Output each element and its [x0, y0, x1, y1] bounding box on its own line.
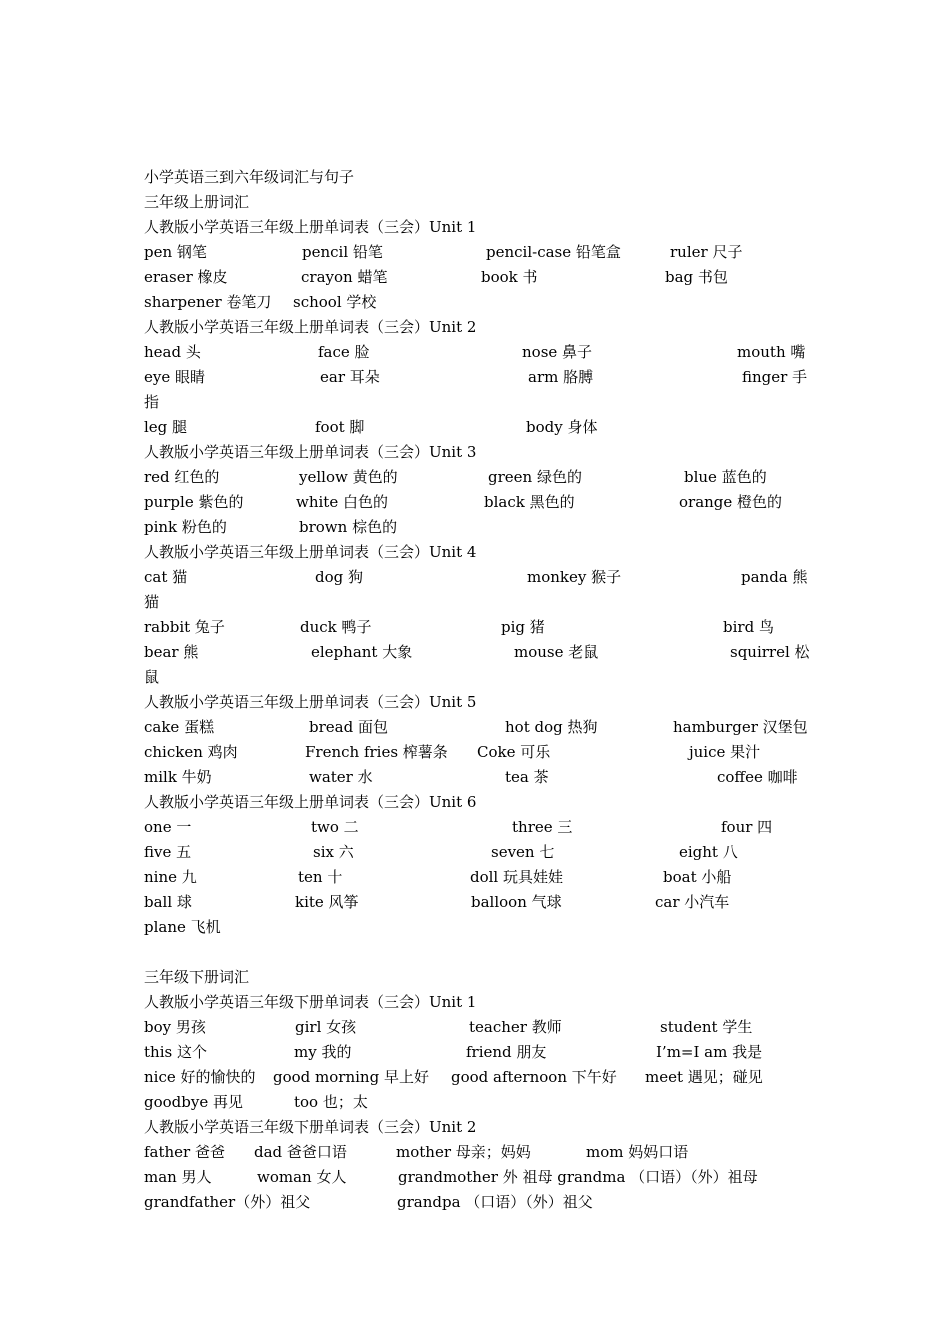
vocab-row: [0, 1090, 950, 1115]
vocab-entry: pig 猪: [501, 618, 545, 636]
vocab-entry: dad 爸爸口语: [254, 1143, 347, 1161]
vocab-entry: eye 眼睛: [144, 368, 205, 386]
vocab-entry: bread 面包: [309, 718, 388, 736]
vocab-entry: green 绿色的: [488, 468, 582, 486]
vocab-entry: three 三: [512, 818, 573, 836]
vocab-row: [0, 565, 950, 590]
vocab-row: [0, 365, 950, 390]
vocab-entry: good afternoon 下午好: [451, 1068, 617, 1086]
vocab-entry: five 五: [144, 843, 192, 861]
vocab-row: [0, 765, 950, 790]
vocab-entry: eight 八: [679, 843, 738, 861]
vocab-entry: ball 球: [144, 893, 192, 911]
unit-heading: 人教版小学英语三年级上册单词表（三会）Unit 3: [144, 443, 477, 461]
vocab-entry: head 头: [144, 343, 201, 361]
vocab-entry: tea 茶: [505, 768, 549, 786]
vocab-entry: teacher 教师: [469, 1018, 562, 1036]
vocab-row: [0, 715, 950, 740]
vocab-row: [0, 890, 950, 915]
vocab-entry: four 四: [721, 818, 773, 836]
vocab-row: [0, 390, 950, 415]
vocab-entry: panda 熊: [741, 568, 808, 586]
vocab-row: [0, 265, 950, 290]
vocab-row: [0, 1165, 950, 1190]
vocab-entry: pencil 铅笔: [302, 243, 383, 261]
vocab-entry: bag 书包: [665, 268, 728, 286]
vocab-entry: ten 十: [298, 868, 343, 886]
vocab-entry: mom 妈妈口语: [586, 1143, 689, 1161]
vocab-entry: woman 女人: [257, 1168, 347, 1186]
vocab-row: [0, 1015, 950, 1040]
vocab-row: [0, 515, 950, 540]
vocab-entry: brown 棕色的: [299, 518, 398, 536]
vocab-entry: purple 紫色的: [144, 493, 244, 511]
vocab-entry: I’m=I am 我是: [656, 1043, 763, 1061]
document-title: 小学英语三到六年级词汇与句子: [144, 168, 355, 186]
vocab-entry: squirrel 松: [730, 643, 810, 661]
unit-heading: 人教版小学英语三年级上册单词表（三会）Unit 1: [144, 218, 477, 236]
vocab-entry: French fries 榨薯条: [305, 743, 448, 761]
vocab-entry: nose 鼻子: [522, 343, 593, 361]
vocab-entry: coffee 咖啡: [717, 768, 798, 786]
vocab-row: [0, 465, 950, 490]
vocab-entry: monkey 猴子: [527, 568, 622, 586]
vocab-row: [0, 1140, 950, 1165]
vocab-entry: mouse 老鼠: [514, 643, 599, 661]
vocab-entry: nine 九: [144, 868, 197, 886]
vocab-row: [0, 815, 950, 840]
vocab-entry: orange 橙色的: [679, 493, 783, 511]
vocab-entry: seven 七: [491, 843, 555, 861]
vocab-entry: grandpa （口语）（外）祖父: [397, 1193, 593, 1211]
vocab-row: [0, 1040, 950, 1065]
vocab-entry: red 红色的: [144, 468, 220, 486]
vocab-entry: two 二: [311, 818, 359, 836]
vocab-entry: rabbit 兔子: [144, 618, 225, 636]
vocab-entry: yellow 黄色的: [299, 468, 398, 486]
vocab-entry: finger 手: [742, 368, 808, 386]
vocab-entry: grandmother 外 祖母 grandma （口语）（外）祖母: [398, 1168, 758, 1186]
vocab-entry: duck 鸭子: [300, 618, 372, 636]
vocab-row: [0, 665, 950, 690]
vocab-entry: friend 朋友: [466, 1043, 547, 1061]
vocab-entry: ear 耳朵: [320, 368, 380, 386]
section-heading-grade3-upper: 三年级上册词汇: [144, 193, 250, 211]
vocab-entry: mother 母亲；妈妈: [396, 1143, 531, 1161]
vocab-row: [0, 740, 950, 765]
vocab-entry: this 这个: [144, 1043, 207, 1061]
vocab-entry: mouth 嘴: [737, 343, 806, 361]
vocab-entry: pencil-case 铅笔盒: [486, 243, 621, 261]
vocab-entry: arm 胳膊: [528, 368, 594, 386]
vocab-entry: boy 男孩: [144, 1018, 206, 1036]
vocab-row: [0, 490, 950, 515]
vocab-entry: nice 好的愉快的: [144, 1068, 256, 1086]
vocab-entry: pink 粉色的: [144, 518, 227, 536]
vocab-entry: six 六: [313, 843, 354, 861]
vocab-row: [0, 1065, 950, 1090]
vocab-row: [0, 865, 950, 890]
vocab-entry: cake 蛋糕: [144, 718, 215, 736]
vocab-row: [0, 840, 950, 865]
vocab-entry: doll 玩具娃娃: [470, 868, 563, 886]
vocab-entry: bird 鸟: [723, 618, 774, 636]
vocab-row: [0, 340, 950, 365]
vocab-row: [0, 915, 950, 940]
vocab-entry: ruler 尺子: [670, 243, 743, 261]
vocab-entry: 猫: [144, 593, 160, 611]
vocab-entry: man 男人: [144, 1168, 212, 1186]
unit-heading: 人教版小学英语三年级上册单词表（三会）Unit 4: [144, 543, 477, 561]
vocab-entry: student 学生: [660, 1018, 753, 1036]
vocab-entry: 指: [144, 393, 160, 411]
unit-heading: 人教版小学英语三年级上册单词表（三会）Unit 2: [144, 318, 477, 336]
vocab-row: [0, 615, 950, 640]
unit-heading: 人教版小学英语三年级下册单词表（三会）Unit 1: [144, 993, 477, 1011]
vocab-row: [0, 290, 950, 315]
vocab-entry: cat 猫: [144, 568, 188, 586]
vocab-entry: bear 熊: [144, 643, 199, 661]
vocab-entry: elephant 大象: [311, 643, 413, 661]
vocab-entry: face 脸: [318, 343, 370, 361]
vocab-entry: kite 风筝: [295, 893, 359, 911]
vocab-entry: father 爸爸: [144, 1143, 225, 1161]
vocab-entry: car 小汽车: [655, 893, 730, 911]
vocab-entry: book 书: [481, 268, 538, 286]
vocab-entry: my 我的: [294, 1043, 352, 1061]
vocab-entry: meet 遇见；碰见: [645, 1068, 763, 1086]
vocab-entry: juice 果汁: [689, 743, 761, 761]
vocab-entry: hot dog 热狗: [505, 718, 598, 736]
vocab-row: [0, 590, 950, 615]
vocab-entry: leg 腿: [144, 418, 188, 436]
vocab-entry: crayon 蜡笔: [301, 268, 388, 286]
vocab-entry: milk 牛奶: [144, 768, 212, 786]
vocab-entry: too 也；太: [294, 1093, 368, 1111]
vocab-entry: good morning 早上好: [273, 1068, 429, 1086]
vocab-row: [0, 1190, 950, 1215]
vocab-entry: dog 狗: [315, 568, 364, 586]
vocab-entry: 鼠: [144, 668, 160, 686]
vocab-entry: body 身体: [526, 418, 598, 436]
vocab-row: [0, 640, 950, 665]
vocab-entry: water 水: [309, 768, 373, 786]
vocab-entry: one 一: [144, 818, 192, 836]
vocab-entry: blue 蓝色的: [684, 468, 767, 486]
vocab-entry: sharpener 卷笔刀: [144, 293, 272, 311]
vocab-entry: goodbye 再见: [144, 1093, 243, 1111]
vocab-entry: boat 小船: [663, 868, 732, 886]
section-heading-grade3-lower: 三年级下册词汇: [144, 968, 250, 986]
vocab-entry: school 学校: [293, 293, 377, 311]
vocab-entry: chicken 鸡肉: [144, 743, 238, 761]
unit-heading: 人教版小学英语三年级上册单词表（三会）Unit 5: [144, 693, 477, 711]
vocab-entry: eraser 橡皮: [144, 268, 228, 286]
vocab-row: [0, 415, 950, 440]
unit-heading: 人教版小学英语三年级上册单词表（三会）Unit 6: [144, 793, 477, 811]
vocab-entry: white 白色的: [296, 493, 388, 511]
vocab-row: [0, 240, 950, 265]
vocab-entry: Coke 可乐: [477, 743, 551, 761]
vocab-entry: hamburger 汉堡包: [673, 718, 808, 736]
vocab-entry: plane 飞机: [144, 918, 221, 936]
vocab-entry: black 黑色的: [484, 493, 575, 511]
vocab-entry: grandfather（外）祖父: [144, 1193, 311, 1211]
unit-heading: 人教版小学英语三年级下册单词表（三会）Unit 2: [144, 1118, 477, 1136]
vocab-entry: foot 脚: [315, 418, 365, 436]
vocab-entry: pen 钢笔: [144, 243, 207, 261]
vocab-entry: girl 女孩: [295, 1018, 357, 1036]
vocab-entry: balloon 气球: [471, 893, 562, 911]
